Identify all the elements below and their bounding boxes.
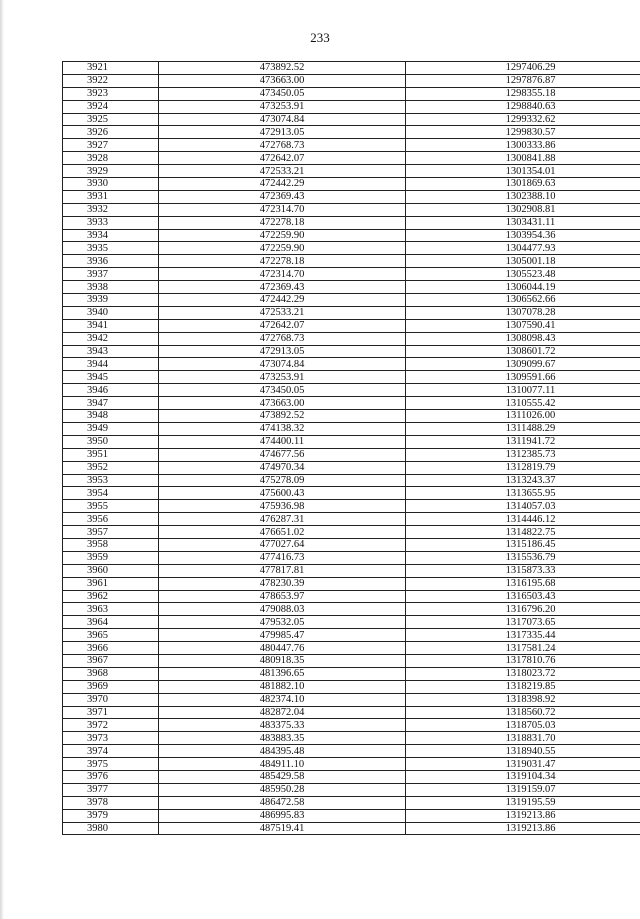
y-coordinate-cell: 1305523.48 (406, 268, 640, 281)
x-coordinate-cell: 473074.84 (159, 113, 406, 126)
y-coordinate-cell: 1319195.59 (406, 796, 640, 809)
y-coordinate-cell: 1299332.62 (406, 113, 640, 126)
table-row (63, 216, 640, 229)
x-coordinate-cell: 472259.90 (159, 229, 406, 242)
table-row (63, 190, 640, 203)
y-coordinate-cell: 1315186.45 (406, 538, 640, 551)
x-coordinate-cell: 481396.65 (159, 667, 406, 680)
y-coordinate-cell: 1315873.33 (406, 564, 640, 577)
table-row (63, 332, 640, 345)
table-row (63, 487, 640, 500)
table-row (63, 538, 640, 551)
table-row (63, 809, 640, 822)
point-number-cell: 3971 (63, 706, 159, 719)
y-coordinate-cell: 1314446.12 (406, 513, 640, 526)
point-number-cell: 3930 (63, 178, 159, 191)
point-number-cell: 3962 (63, 590, 159, 603)
table-row (63, 345, 640, 358)
y-coordinate-cell: 1318940.55 (406, 745, 640, 758)
x-coordinate-cell: 474677.56 (159, 448, 406, 461)
y-coordinate-cell: 1318398.92 (406, 693, 640, 706)
y-coordinate-cell: 1300841.88 (406, 152, 640, 165)
point-number-cell: 3965 (63, 629, 159, 642)
table-row (63, 384, 640, 397)
table-row (63, 281, 640, 294)
x-coordinate-cell: 477817.81 (159, 564, 406, 577)
x-coordinate-cell: 475278.09 (159, 474, 406, 487)
table-row (63, 126, 640, 139)
point-number-cell: 3923 (63, 87, 159, 100)
y-coordinate-cell: 1316195.68 (406, 577, 640, 590)
y-coordinate-cell: 1318023.72 (406, 667, 640, 680)
y-coordinate-cell: 1318560.72 (406, 706, 640, 719)
x-coordinate-cell: 472369.43 (159, 190, 406, 203)
x-coordinate-cell: 472442.29 (159, 294, 406, 307)
y-coordinate-cell: 1317581.24 (406, 642, 640, 655)
table-row (63, 152, 640, 165)
table-row (63, 719, 640, 732)
x-coordinate-cell: 472278.18 (159, 255, 406, 268)
x-coordinate-cell: 483375.33 (159, 719, 406, 732)
y-coordinate-cell: 1319213.86 (406, 822, 640, 835)
point-number-cell: 3958 (63, 538, 159, 551)
y-coordinate-cell: 1301869.63 (406, 178, 640, 191)
table-row (63, 461, 640, 474)
y-coordinate-cell: 1306044.19 (406, 281, 640, 294)
point-number-cell: 3966 (63, 642, 159, 655)
page-number: 233 (310, 30, 330, 45)
x-coordinate-cell: 472913.05 (159, 126, 406, 139)
x-coordinate-cell: 472369.43 (159, 281, 406, 294)
point-number-cell: 3964 (63, 616, 159, 629)
point-number-cell: 3970 (63, 693, 159, 706)
y-coordinate-cell: 1307078.28 (406, 306, 640, 319)
point-number-cell: 3935 (63, 242, 159, 255)
x-coordinate-cell: 472314.70 (159, 268, 406, 281)
y-coordinate-cell: 1311488.29 (406, 422, 640, 435)
y-coordinate-cell: 1311941.72 (406, 435, 640, 448)
x-coordinate-cell: 473663.00 (159, 397, 406, 410)
table-row (63, 113, 640, 126)
point-number-cell: 3934 (63, 229, 159, 242)
y-coordinate-cell: 1301354.01 (406, 165, 640, 178)
y-coordinate-cell: 1316796.20 (406, 603, 640, 616)
y-coordinate-cell: 1300333.86 (406, 139, 640, 152)
x-coordinate-cell: 478653.97 (159, 590, 406, 603)
x-coordinate-cell: 472913.05 (159, 345, 406, 358)
y-coordinate-cell: 1302908.81 (406, 203, 640, 216)
x-coordinate-cell: 482872.04 (159, 706, 406, 719)
table-row (63, 319, 640, 332)
y-coordinate-cell: 1314057.03 (406, 500, 640, 513)
table-row (63, 551, 640, 564)
x-coordinate-cell: 480918.35 (159, 654, 406, 667)
point-number-cell: 3978 (63, 796, 159, 809)
point-number-cell: 3952 (63, 461, 159, 474)
point-number-cell: 3967 (63, 654, 159, 667)
point-number-cell: 3948 (63, 410, 159, 423)
table-row (63, 87, 640, 100)
x-coordinate-cell: 472259.90 (159, 242, 406, 255)
table-row (63, 435, 640, 448)
table-row (63, 822, 640, 835)
x-coordinate-cell: 473253.91 (159, 371, 406, 384)
point-number-cell: 3972 (63, 719, 159, 732)
table-row (63, 642, 640, 655)
point-number-cell: 3950 (63, 435, 159, 448)
table-row (63, 616, 640, 629)
x-coordinate-cell: 483883.35 (159, 732, 406, 745)
table-row (63, 178, 640, 191)
point-number-cell: 3946 (63, 384, 159, 397)
y-coordinate-cell: 1310555.42 (406, 397, 640, 410)
x-coordinate-cell: 472278.18 (159, 216, 406, 229)
x-coordinate-cell: 474970.34 (159, 461, 406, 474)
point-number-cell: 3974 (63, 745, 159, 758)
y-coordinate-cell: 1313655.95 (406, 487, 640, 500)
y-coordinate-cell: 1298840.63 (406, 100, 640, 113)
point-number-cell: 3955 (63, 500, 159, 513)
point-number-cell: 3968 (63, 667, 159, 680)
point-number-cell: 3936 (63, 255, 159, 268)
table-row (63, 629, 640, 642)
y-coordinate-cell: 1309099.67 (406, 358, 640, 371)
point-number-cell: 3933 (63, 216, 159, 229)
table-row (63, 165, 640, 178)
x-coordinate-cell: 479532.05 (159, 616, 406, 629)
table-row (63, 358, 640, 371)
x-coordinate-cell: 472533.21 (159, 165, 406, 178)
table-row (63, 745, 640, 758)
x-coordinate-cell: 472533.21 (159, 306, 406, 319)
table-row (63, 770, 640, 783)
point-number-cell: 3961 (63, 577, 159, 590)
table-row (63, 242, 640, 255)
point-number-cell: 3944 (63, 358, 159, 371)
x-coordinate-cell: 472642.07 (159, 319, 406, 332)
point-number-cell: 3941 (63, 319, 159, 332)
point-number-cell: 3980 (63, 822, 159, 835)
table-row (63, 203, 640, 216)
x-coordinate-cell: 484395.48 (159, 745, 406, 758)
y-coordinate-cell: 1314822.75 (406, 526, 640, 539)
point-number-cell: 3937 (63, 268, 159, 281)
table-row (63, 255, 640, 268)
y-coordinate-cell: 1306562.66 (406, 294, 640, 307)
coordinates-table (62, 61, 640, 835)
x-coordinate-cell: 475936.98 (159, 500, 406, 513)
x-coordinate-cell: 472642.07 (159, 152, 406, 165)
point-number-cell: 3927 (63, 139, 159, 152)
x-coordinate-cell: 472768.73 (159, 139, 406, 152)
point-number-cell: 3932 (63, 203, 159, 216)
y-coordinate-cell: 1319031.47 (406, 758, 640, 771)
x-coordinate-cell: 475600.43 (159, 487, 406, 500)
table-row (63, 294, 640, 307)
y-coordinate-cell: 1310077.11 (406, 384, 640, 397)
table-row (63, 667, 640, 680)
table-row (63, 100, 640, 113)
table-row (63, 62, 640, 75)
table-row (63, 422, 640, 435)
table-row (63, 654, 640, 667)
table-row (63, 590, 640, 603)
table-row (63, 397, 640, 410)
x-coordinate-cell: 473074.84 (159, 358, 406, 371)
y-coordinate-cell: 1297406.29 (406, 62, 640, 75)
y-coordinate-cell: 1308098.43 (406, 332, 640, 345)
point-number-cell: 3953 (63, 474, 159, 487)
table-row (63, 706, 640, 719)
x-coordinate-cell: 484911.10 (159, 758, 406, 771)
point-number-cell: 3976 (63, 770, 159, 783)
table-row (63, 268, 640, 281)
table-row (63, 783, 640, 796)
coordinates-table-body (63, 62, 640, 835)
point-number-cell: 3954 (63, 487, 159, 500)
y-coordinate-cell: 1319159.07 (406, 783, 640, 796)
x-coordinate-cell: 477027.64 (159, 538, 406, 551)
x-coordinate-cell: 487519.41 (159, 822, 406, 835)
point-number-cell: 3928 (63, 152, 159, 165)
x-coordinate-cell: 481882.10 (159, 680, 406, 693)
y-coordinate-cell: 1311026.00 (406, 410, 640, 423)
point-number-cell: 3957 (63, 526, 159, 539)
point-number-cell: 3931 (63, 190, 159, 203)
x-coordinate-cell: 474400.11 (159, 435, 406, 448)
point-number-cell: 3949 (63, 422, 159, 435)
table-row (63, 526, 640, 539)
point-number-cell: 3939 (63, 294, 159, 307)
table-row (63, 448, 640, 461)
table-row (63, 229, 640, 242)
point-number-cell: 3975 (63, 758, 159, 771)
y-coordinate-cell: 1303954.36 (406, 229, 640, 242)
x-coordinate-cell: 479088.03 (159, 603, 406, 616)
point-number-cell: 3963 (63, 603, 159, 616)
x-coordinate-cell: 478230.39 (159, 577, 406, 590)
x-coordinate-cell: 472314.70 (159, 203, 406, 216)
table-row (63, 603, 640, 616)
point-number-cell: 3951 (63, 448, 159, 461)
point-number-cell: 3947 (63, 397, 159, 410)
point-number-cell: 3979 (63, 809, 159, 822)
point-number-cell: 3969 (63, 680, 159, 693)
point-number-cell: 3924 (63, 100, 159, 113)
table-row (63, 500, 640, 513)
scan-edge (0, 0, 4, 919)
y-coordinate-cell: 1305001.18 (406, 255, 640, 268)
point-number-cell: 3973 (63, 732, 159, 745)
x-coordinate-cell: 476287.31 (159, 513, 406, 526)
point-number-cell: 3960 (63, 564, 159, 577)
x-coordinate-cell: 473663.00 (159, 74, 406, 87)
y-coordinate-cell: 1313243.37 (406, 474, 640, 487)
x-coordinate-cell: 486472.58 (159, 796, 406, 809)
table-row (63, 758, 640, 771)
point-number-cell: 3926 (63, 126, 159, 139)
table-row (63, 371, 640, 384)
x-coordinate-cell: 474138.32 (159, 422, 406, 435)
x-coordinate-cell: 473892.52 (159, 410, 406, 423)
table-row (63, 513, 640, 526)
y-coordinate-cell: 1304477.93 (406, 242, 640, 255)
y-coordinate-cell: 1318219.85 (406, 680, 640, 693)
y-coordinate-cell: 1315536.79 (406, 551, 640, 564)
point-number-cell: 3977 (63, 783, 159, 796)
table-row (63, 410, 640, 423)
point-number-cell: 3959 (63, 551, 159, 564)
y-coordinate-cell: 1298355.18 (406, 87, 640, 100)
x-coordinate-cell: 482374.10 (159, 693, 406, 706)
point-number-cell: 3929 (63, 165, 159, 178)
y-coordinate-cell: 1316503.43 (406, 590, 640, 603)
point-number-cell: 3940 (63, 306, 159, 319)
y-coordinate-cell: 1318705.03 (406, 719, 640, 732)
point-number-cell: 3942 (63, 332, 159, 345)
y-coordinate-cell: 1297876.87 (406, 74, 640, 87)
table-row (63, 577, 640, 590)
point-number-cell: 3945 (63, 371, 159, 384)
x-coordinate-cell: 479985.47 (159, 629, 406, 642)
x-coordinate-cell: 476651.02 (159, 526, 406, 539)
point-number-cell: 3938 (63, 281, 159, 294)
y-coordinate-cell: 1319104.34 (406, 770, 640, 783)
y-coordinate-cell: 1299830.57 (406, 126, 640, 139)
y-coordinate-cell: 1309591.66 (406, 371, 640, 384)
table-row (63, 306, 640, 319)
y-coordinate-cell: 1317073.65 (406, 616, 640, 629)
point-number-cell: 3922 (63, 74, 159, 87)
y-coordinate-cell: 1312385.73 (406, 448, 640, 461)
y-coordinate-cell: 1312819.79 (406, 461, 640, 474)
x-coordinate-cell: 473892.52 (159, 62, 406, 75)
table-row (63, 74, 640, 87)
y-coordinate-cell: 1319213.86 (406, 809, 640, 822)
table-row (63, 693, 640, 706)
x-coordinate-cell: 485950.28 (159, 783, 406, 796)
y-coordinate-cell: 1318831.70 (406, 732, 640, 745)
y-coordinate-cell: 1317810.76 (406, 654, 640, 667)
point-number-cell: 3921 (63, 62, 159, 75)
table-row (63, 680, 640, 693)
table-row (63, 474, 640, 487)
table-row (63, 732, 640, 745)
x-coordinate-cell: 480447.76 (159, 642, 406, 655)
x-coordinate-cell: 486995.83 (159, 809, 406, 822)
table-row (63, 564, 640, 577)
x-coordinate-cell: 485429.58 (159, 770, 406, 783)
x-coordinate-cell: 477416.73 (159, 551, 406, 564)
x-coordinate-cell: 473450.05 (159, 87, 406, 100)
point-number-cell: 3943 (63, 345, 159, 358)
y-coordinate-cell: 1303431.11 (406, 216, 640, 229)
y-coordinate-cell: 1307590.41 (406, 319, 640, 332)
x-coordinate-cell: 473253.91 (159, 100, 406, 113)
point-number-cell: 3956 (63, 513, 159, 526)
y-coordinate-cell: 1317335.44 (406, 629, 640, 642)
x-coordinate-cell: 472442.29 (159, 178, 406, 191)
point-number-cell: 3925 (63, 113, 159, 126)
y-coordinate-cell: 1302388.10 (406, 190, 640, 203)
table-row (63, 796, 640, 809)
x-coordinate-cell: 473450.05 (159, 384, 406, 397)
table-row (63, 139, 640, 152)
x-coordinate-cell: 472768.73 (159, 332, 406, 345)
y-coordinate-cell: 1308601.72 (406, 345, 640, 358)
